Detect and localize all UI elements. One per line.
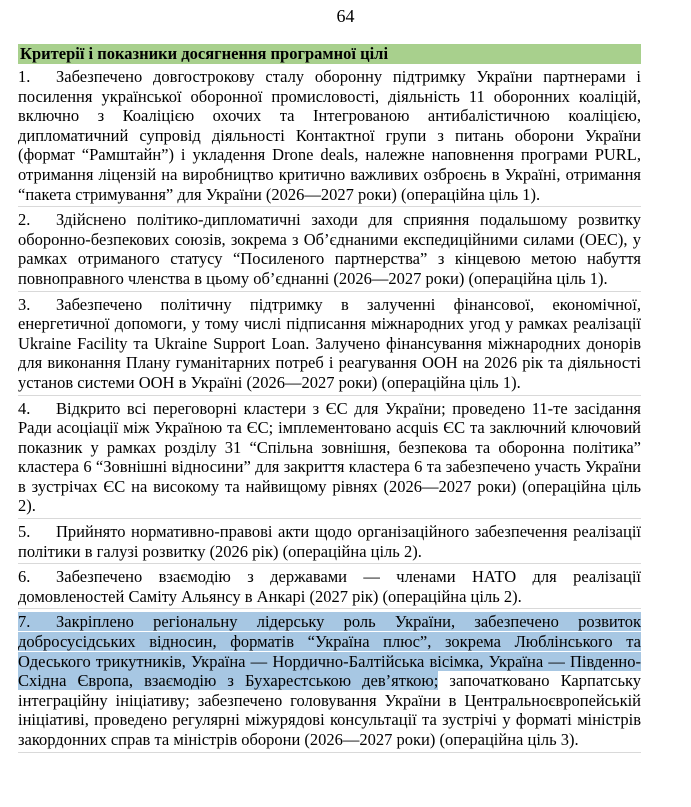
item-number: 7. bbox=[18, 612, 31, 632]
section-heading: Критерії і показники досягнення програмної цілі bbox=[18, 44, 641, 64]
item-number: 2. bbox=[18, 210, 31, 230]
item-text: Забезпечено довгострокову сталу оборонну підтримку України партнерами і посилення української оборонної промисловості, діяльність 11 оборонних коаліцій, включно з Коаліцією охочих та Інтегрованою антибалістичною коаліцією, дипломатичний супровід діяльності Контактної групи з питань оборони України (формат “Рамштайн”) і укладення Drone deals, належне наповнення програми PURL, отримання ліцензій на виробництво критично важливих озброєнь в Україні, отримання “пакета стримування” для України (2026—2027 роки) (операційна ціль 1). bbox=[18, 67, 641, 204]
criteria-item-6 bbox=[18, 567, 641, 609]
item-text: започатковано Карпатську інтеграційну ініціативу; забезпечено головування України в Центральноєвропейській ініціативі, проведено регулярні міжурядові консультації та зустрічі у форматі міністрів закордонних справ та міністрів оборони (2026—2027 роки) (операційна ціль 3). bbox=[18, 671, 642, 749]
document-body bbox=[18, 44, 641, 756]
item-text: Прийнято нормативно-правові акти щодо організаційного забезпечення реалізації політики в галузі розвитку (2026 рік) (операційна ціль 2). bbox=[18, 522, 641, 561]
item-number: 3. bbox=[18, 294, 31, 314]
item-text: Забезпечено політичну підтримку в залученні фінансової, економічної, енергетичної допомоги, у тому числі підписання міжнародних угод у рамках реалізації Ukraine Facility та Ukraine Support Loan. Залучено фінансування міжнародних донорів для виконання Плану гуманітарних потреб і реагування ООН на 2026 рік та діяльності установ системи ООН в Україні (2026—2027 роки) (операційна ціль 1). bbox=[18, 294, 641, 392]
item-text: Здійснено політико-дипломатичні заходи для сприяння подальшому розвитку оборонно-безпекових союзів, зокрема з Об’єднаними експедиційними силами (ОЕС), у рамках отриманого статусу “Посиленого партнерства” з кінцевою метою набуття повноправного членства в цьому об’єднанні (2026—2027 роки) (операційна ціль 1). bbox=[18, 210, 641, 288]
item-highlighted-text: Закріплено регіональну лідерську роль України, забезпечено розвиток добросусідських відносин, форматів “Україна плюс”, зокрема Люблінського та Одеського трикутників, Україна — Нордично-Балтійська вісімка, Україна — Південно-Східна Європа, взаємодію з Бухарестською дев’яткою; bbox=[18, 612, 641, 691]
page-number: 64 bbox=[336, 6, 355, 26]
criteria-item-3 bbox=[18, 295, 641, 396]
criteria-item-4 bbox=[18, 399, 641, 520]
item-number: 1. bbox=[18, 67, 31, 86]
item-number: 4. bbox=[18, 398, 31, 418]
item-number: 6. bbox=[18, 567, 31, 587]
criteria-item-7 bbox=[18, 612, 641, 752]
criteria-item-5 bbox=[18, 522, 641, 564]
item-text: Відкрито всі переговорні кластери з ЄС для України; проведено 11-те засідання Ради асоціації між Україною та ЄС; імплементовано acquis ЄС та заключний ключовий показник у рамках розділу 31 “Спільна зовнішня, безпекова та оборонна політика” кластера 6 “Зовнішні відносини” для закриття кластера 6 та забезпечено участь України в зустрічах ЄС на високому та найвищому рівнях (2026—2027 роки) (операційна ціль 2). bbox=[18, 398, 641, 516]
criteria-item-2 bbox=[18, 210, 641, 291]
item-number: 5. bbox=[18, 522, 31, 542]
item-text: Забезпечено взаємодію з державами — членами НАТО для реалізації домовленостей Саміту Альянсу в Анкарі (2027 рік) (операційна ціль 2). bbox=[18, 567, 641, 606]
criteria-item-1 bbox=[18, 67, 641, 207]
